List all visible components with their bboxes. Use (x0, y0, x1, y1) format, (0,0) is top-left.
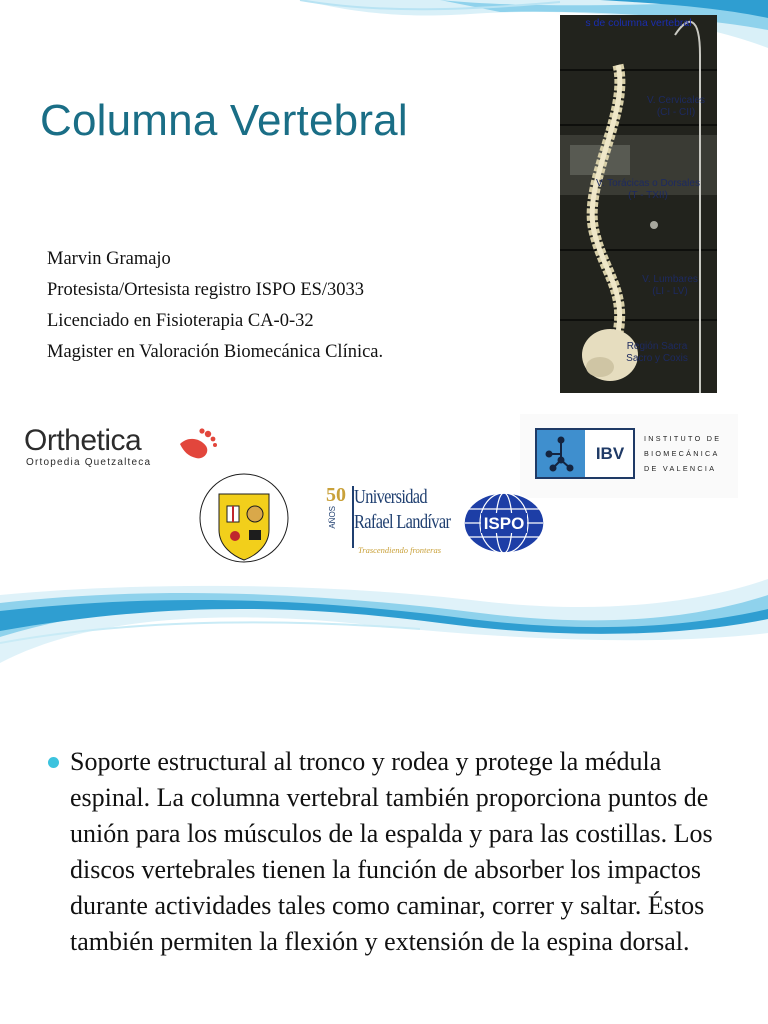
globe-icon (463, 492, 545, 554)
author-name: Marvin Gramajo (47, 249, 171, 269)
ibv-logo (520, 414, 738, 498)
slide-separator-wave (0, 573, 768, 668)
author-credential-master: Magister en Valoración Biomecánica Clínica. (47, 342, 384, 362)
spine-illustration (560, 15, 717, 393)
molecule-icon (537, 430, 585, 477)
spine-header-label: s de columna vertebral (585, 17, 692, 29)
url-anos-label: AÑOS (328, 506, 337, 529)
spine-label-cervical: V. Cervicales (CI - CII) (647, 95, 705, 118)
spine-label-lumbar: V. Lumbares (LI - LV) (642, 274, 698, 297)
udb-seal (197, 470, 291, 570)
spine-label-thoracic: V. Torácicas o Dorsales (T - TXII) (596, 178, 700, 201)
spine-label-sacral: Región Sacra Sacro y Coxis (626, 341, 688, 364)
orthetica-tagline: Ortopedia Quetzalteca (26, 457, 152, 468)
url-logo (326, 482, 451, 564)
ibv-line-1: INSTITUTO DE (644, 434, 722, 443)
url-anniversary-number: 50 (326, 484, 346, 506)
url-name-line-1: Universidad (354, 486, 427, 508)
ibv-abbreviation: IBV (595, 444, 625, 463)
ispo-logo (463, 492, 545, 554)
author-credential-physio: Licenciado en Fisioterapia CA-0-32 (47, 311, 314, 331)
orthetica-logo (24, 424, 224, 474)
ispo-name: ISPO (483, 514, 525, 533)
ibv-mark (535, 428, 635, 479)
footprint-icon (174, 426, 218, 466)
bullet-item (46, 744, 736, 960)
ibv-line-3: DE VALENCIA (644, 464, 717, 473)
bullet-dot-icon (48, 757, 59, 768)
ibv-line-2: BIOMECÁNICA (644, 449, 720, 458)
url-name-line-2: Rafael Landívar (354, 511, 451, 533)
spine-photo (560, 15, 717, 393)
slide-title: Columna Vertebral (40, 96, 408, 145)
author-credentials (47, 244, 383, 368)
orthetica-name: Orthetica (24, 424, 142, 457)
author-credential-ispo: Protesista/Ortesista registro ISPO ES/3033 (47, 280, 365, 300)
url-tagline: Trascendiendo fronteras (358, 545, 442, 555)
bullet-list (46, 744, 736, 960)
bullet-text: Soporte estructural al tronco y rodea y protege la médula espinal. La columna vertebral también proporciona puntos de unión para los músculos de la espalda y para las costillas. Los discos vertebrales tienen la función de absorber los impactos durante actividades tales como caminar, correr y saltar. Éstos también permiten la flexión y extensión de la espina dorsal. (70, 747, 713, 956)
